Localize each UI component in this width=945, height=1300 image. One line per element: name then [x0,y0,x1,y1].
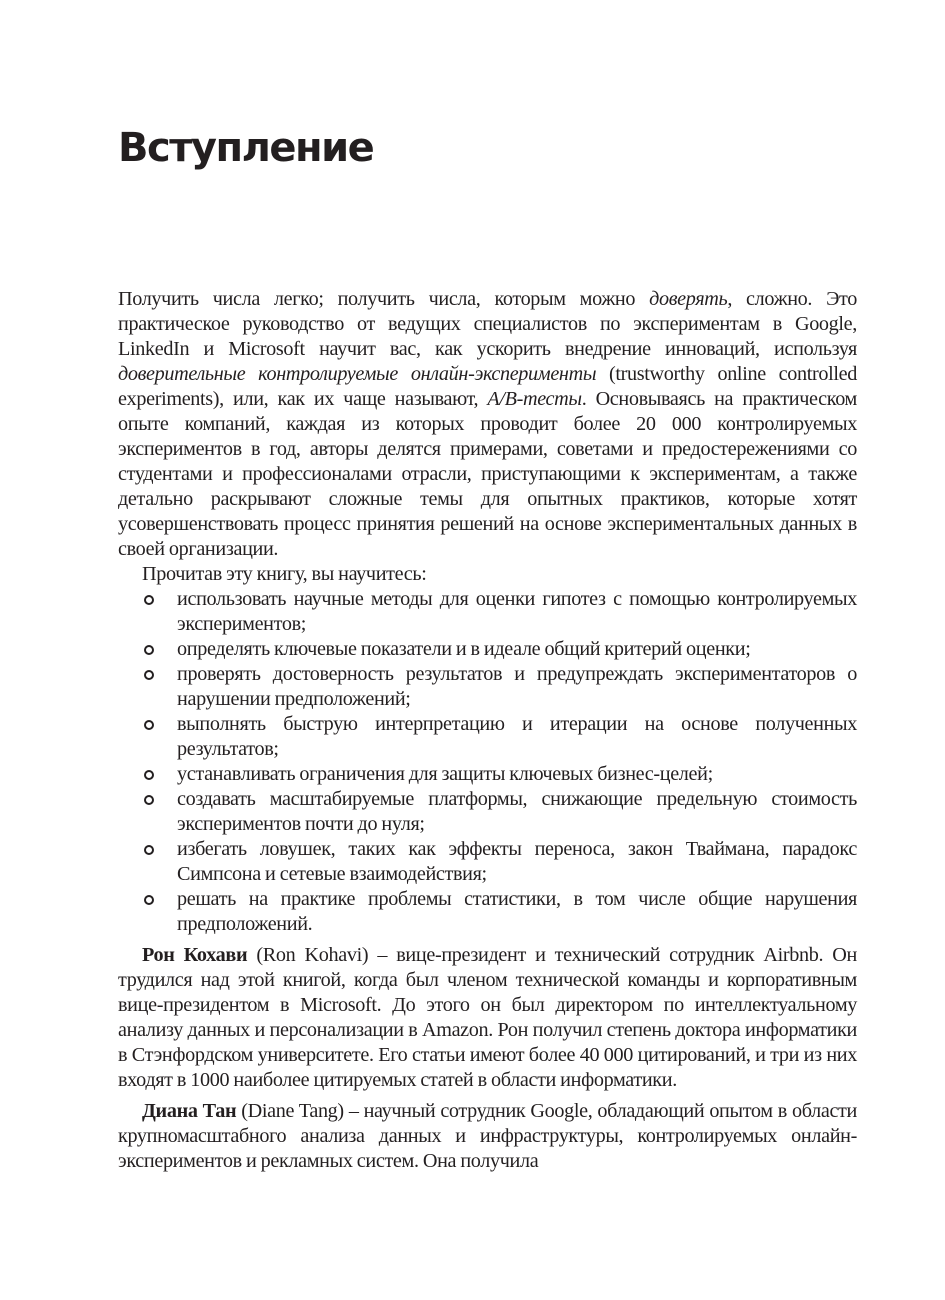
hollow-circle-bullet-icon [144,670,154,680]
intro-text: , сложно. Это практическое руководство от ведущих специалистов по экспериментам в Google, LinkedIn и Microsoft научит вас, как ускорить внедрение инноваций, используя [118,288,857,360]
list-item-text: устанавливать ограничения для защиты ключевых бизнес-целей; [177,763,713,785]
bullet-list [118,587,857,937]
list-item [118,587,857,637]
intro-paragraph [118,287,857,562]
list-item-text: избегать ловушек, таких как эффекты переноса, закон Тваймана, парадокс Симпсона и сетевые взаимодействия; [177,838,857,885]
hollow-circle-bullet-icon [144,645,154,655]
hollow-circle-bullet-icon [144,770,154,780]
page-title: Вступление [118,125,374,171]
list-item [118,662,857,712]
list-item [118,887,857,937]
list-item-text: проверять достоверность результатов и предупреждать экспериментаторов о нарушении предположений; [177,663,857,710]
intro-emphasis: A/B-тесты [487,388,582,410]
list-item-text: использовать научные методы для оценки гипотез с помощью контролируемых экспериментов; [177,588,857,635]
list-item [118,787,857,837]
list-item [118,712,857,762]
author-bio-text: (Ron Kohavi) – вице-президент и технический сотрудник Airbnb. Он трудился над этой книгой, когда был членом технической команды и корпоративным вице-президентом в Microsoft. До этого он был директором по интеллектуальному анализу данных и персонализации в Amazon. Рон получил степень доктора информатики в Стэнфордском университете. Его статьи имеют более 40 000 цитирований, и три из них входят в 1000 наиболее цитируемых статей в области информатики. [118,944,857,1091]
author-bio-tang [118,1099,857,1174]
list-item [118,837,857,887]
intro-text: Получить числа легко; получить числа, которым можно [118,288,650,310]
list-item-text: решать на практике проблемы статистики, в том числе общие нарушения предположений. [177,888,857,935]
list-item-text: выполнять быструю интерпретацию и итерации на основе полученных результатов; [177,713,857,760]
list-intro: Прочитав эту книгу, вы научитесь: [142,563,427,585]
hollow-circle-bullet-icon [144,895,154,905]
list-item [118,762,857,787]
hollow-circle-bullet-icon [144,795,154,805]
hollow-circle-bullet-icon [144,845,154,855]
intro-emphasis: доверительные контролируемые онлайн-эксперименты [118,363,597,385]
author-bio-kohavi [118,943,857,1093]
list-item [118,637,857,662]
author-name: Рон Кохави [142,944,248,966]
intro-text: . Основываясь на практическом опыте компаний, каждая из которых проводит более 20 000 контролируемых экспериментов в год, авторы делятся примерами, советами и предостережениями со студентами и профессионалами отрасли, приступающими к экспериментам, а также детально раскрывают сложные темы для опытных практиков, которые хотят усовершенствовать процесс принятия решений на основе экспериментальных данных в своей организации. [118,388,857,560]
list-item-text: создавать масштабируемые платформы, снижающие предельную стоимость экспериментов почти до нуля; [177,788,857,835]
author-name: Диана Тан [142,1100,237,1122]
intro-emphasis: доверять [649,288,728,310]
intro-text: (trustworthy online controlled experiments), или, как их чаще называют, [118,363,857,410]
hollow-circle-bullet-icon [144,595,154,605]
list-item-text: определять ключевые показатели и в идеале общий критерий оценки; [177,638,751,660]
body-text [118,287,857,1174]
author-bio-text: (Diane Tang) – научный сотрудник Google, обладающий опытом в области крупномасштабного анализа данных и инфраструктуры, контролируемых онлайн-экспериментов и рекламных систем. Она получила [118,1100,857,1172]
hollow-circle-bullet-icon [144,720,154,730]
